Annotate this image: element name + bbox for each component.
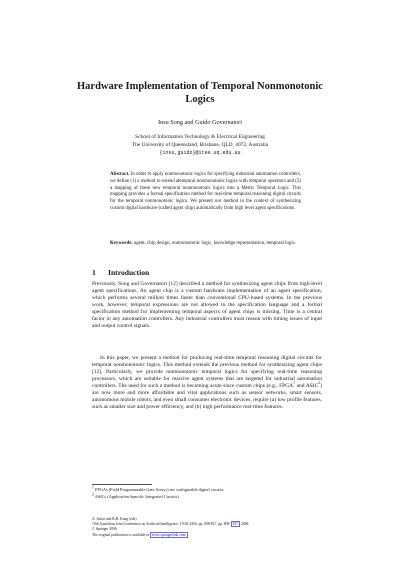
abstract-label: Abstract. [110, 172, 130, 177]
footnote-2-marker: 2 [92, 492, 94, 497]
footnote-1-text: FPGAs (Field Programmable Gate Arrays) are configurable digital circuits. [94, 487, 225, 492]
paragraph-2 [92, 355, 322, 411]
abstract [110, 172, 301, 213]
section-heading [92, 268, 149, 277]
availability-text: The original publication is available at [92, 532, 150, 537]
authors: Insu Song and Guido Governatori [158, 119, 242, 126]
keywords-label: Keywords: [110, 241, 133, 246]
page-range-link[interactable]: 817 [232, 522, 239, 527]
springerlink-link[interactable]: www.springerlink.com [151, 532, 186, 537]
publication-copyright: © Springer 2006. [92, 527, 118, 532]
title-line-1: Hardware Implementation of Temporal Nonmonotonic [77, 81, 323, 92]
publication-info [92, 517, 322, 538]
affiliation-university: The University of Queensland, Brisbane, QLD, 4072, Australia [131, 141, 269, 148]
footnote-2 [92, 494, 322, 500]
affiliation-school: School of Information Technology & Electrical Engineering [135, 134, 265, 140]
publication-availability [92, 533, 322, 538]
p2-text-b: . Particularly, we provide nonmonotonic temporal logics for specifying real-time reasoning processors, which are suitable for reactive agent systems that are targeted for industrial automation controllers. The need for such a method is becoming acute since custom chips (e.g., FPGA [92, 369, 322, 389]
p1-text-a: Previously, Song and Governatori [92, 281, 169, 287]
publication-venue-text: 19th Australian Joint Conference on Artificial Intelligence, LNAI 4304, pp. 808-817, pp. 808- [92, 522, 231, 527]
affiliation-email: {insu,guido}@itee.uq.edu.au [159, 149, 241, 156]
affiliation [60, 134, 340, 157]
section-title: Introduction [108, 268, 150, 277]
footnote-ref-2[interactable]: 2 [318, 381, 321, 386]
publication-year: 2006. [240, 522, 250, 527]
footnote-2-text: ASICs (Application Specific Integrated Circuits). [94, 494, 180, 499]
footnote-ref-1[interactable]: 1 [293, 381, 296, 386]
footnote-divider [92, 484, 152, 485]
p2-text-a: In this paper, we present a method for producing real-time temporal reasoning digital circuits for temporal nonmonotonic logics. This method extends the previous method for synthesizing agent chips [92, 355, 322, 368]
p2-text-d: ) are now more and more affordable and vital applications such as sensor networks, smart sensors, autonomous mobile robots, and even small consumer electronic devices, require (a) low profile features, such as smaller size and power efficiency, and (b) high performance real-time features. [92, 383, 322, 410]
title-line-2: Logics [185, 94, 215, 105]
abstract-text: In order to apply nonmonotonic logics for specifying industrial automation controllers, we define (1) a method to extend atemporal nonmonotonic logics with temporal operators and (2) a mapping of these new temporal nonmonotonic logics into a Metric Temporal Logic. This mapping provides a formal specification method for real-time temporal reasoning digital circuits for the temporal nonmonotonic logics. We present our method in the context of synthesizing custom digital hardware (called agent chip) automatically from high level agent specifications. [110, 172, 301, 211]
keywords-text: agent, chip design, nonmonotonic logic, knowledge representation, temporal logic. [134, 241, 297, 246]
citation-link-12-second[interactable]: [12] [92, 369, 102, 375]
paragraph-1 [92, 281, 322, 330]
citation-link-12[interactable]: [12] [168, 281, 178, 287]
publication-editors: A. Sattar and B.H. Kang (eds) [92, 517, 137, 521]
keywords [110, 241, 301, 248]
p1-text-b: described a method for synthesizing agent chips from high-level agent specifications. An agent chip is a custom hardware implementation of an agent specification, which performs several million times faster than conventional CPU-based systems. In the previous work, however, temporal expressions are not allowed in the specification language and a formal specification method for implementing temporal aspects of agent chips is missing. Time is a central factor in any automation controllers. Any industrial controllers must reason with timing issues of input and output control signals. [92, 281, 322, 329]
footnote-1 [92, 487, 322, 493]
p2-text-c: and ASIC [295, 383, 319, 389]
section-number: 1 [92, 268, 96, 277]
paper-title [60, 80, 340, 106]
footnote-1-marker: 1 [92, 485, 94, 490]
